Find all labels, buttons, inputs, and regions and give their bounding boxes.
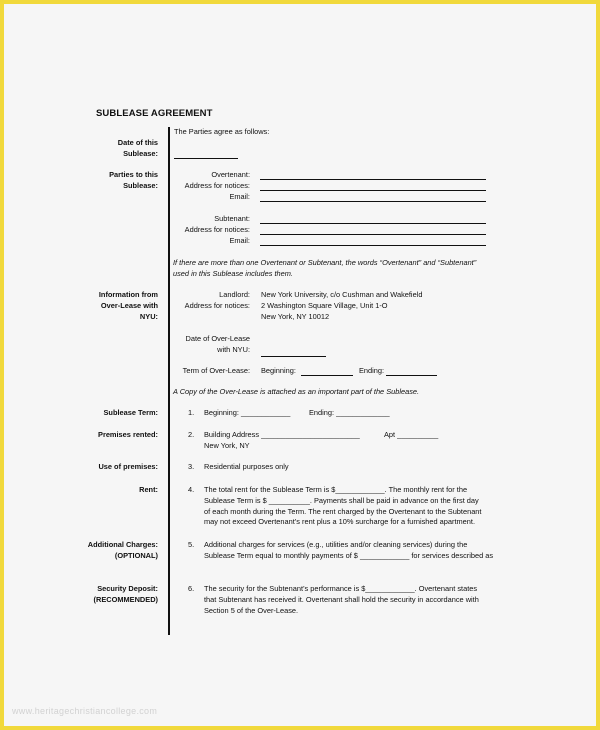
label-over-lease-info: Information from Over-Lease with NYU: (98, 290, 158, 321)
subtenant-email-blank[interactable] (260, 245, 486, 246)
over-lease-date-blank[interactable] (261, 356, 326, 357)
clause-3-text: Residential purposes only (204, 462, 289, 471)
subtenant-labels: Subtenant: Address for notices: Email: (184, 214, 250, 245)
label-additional-charges: Additional Charges: (OPTIONAL) (87, 540, 158, 560)
clause-1-beginning[interactable]: Beginning: ____________ (204, 408, 291, 417)
clause-2-apt[interactable]: Apt __________ (384, 430, 439, 439)
clause-4-number: 4. (188, 485, 195, 494)
vertical-divider (168, 127, 170, 635)
subtenant-address-blank[interactable] (260, 234, 486, 235)
clause-3-number: 3. (188, 462, 195, 471)
clause-5-number: 5. (188, 540, 195, 549)
label-rent: Rent: (139, 485, 158, 494)
clause-2-number: 2. (188, 430, 195, 439)
document-title: SUBLEASE AGREEMENT (96, 108, 213, 119)
clause-5-text: Additional charges for services (e.g., utilities and/or cleaning services) during the Sublease Term equal to monthly payments of $ ____________ for services described as (204, 540, 494, 560)
label-use: Use of premises: (98, 462, 158, 471)
over-lease-beginning-label: Beginning: (261, 366, 296, 375)
clause-6-number: 6. (188, 584, 195, 593)
overtenant-address-blank[interactable] (260, 190, 486, 191)
label-sublease-term: Sublease Term: (103, 408, 158, 417)
clause-2-building-address[interactable]: Building Address ________________________ (204, 430, 360, 439)
landlord-labels: Landlord: Address for notices: (184, 290, 250, 310)
overtenant-labels: Overtenant: Address for notices: Email: (184, 170, 250, 201)
multiple-parties-note: If there are more than one Overtenant or Subtenant, the words “Overtenant” and “Subtenant” used in this Sublease includes them. (173, 258, 477, 278)
landlord-details: New York University, c/o Cushman and Wakefield 2 Washington Square Village, Unit 1-O New York, NY 10012 (261, 290, 423, 321)
label-parties: Parties to this Sublease: (109, 170, 158, 190)
watermark-text: www.heritagechristiancollege.com (12, 706, 158, 716)
over-lease-date-label: Date of Over-Lease with NYU: (185, 334, 250, 354)
intro-text: The Parties agree as follows: (174, 127, 270, 136)
document-page (4, 4, 596, 726)
label-security-deposit: Security Deposit: (RECOMMENDED) (93, 584, 158, 604)
clause-1-ending[interactable]: Ending: _____________ (309, 408, 390, 417)
over-lease-beginning-blank[interactable] (301, 375, 353, 376)
over-lease-copy-note: A Copy of the Over-Lease is attached as an important part of the Sublease. (173, 387, 420, 396)
clause-2-city: New York, NY (204, 441, 250, 450)
clause-6-text: The security for the Subtenant’s performance is $____________. Overtenant states that Subtenant has received it. Overtenant shall hold the security in accordance with Section 5 of the Over-Lease. (204, 584, 479, 615)
date-blank[interactable] (174, 158, 238, 159)
clause-1-number: 1. (188, 408, 195, 417)
clause-4-text: The total rent for the Sublease Term is $____________. The monthly rent for the Sublease Term is $ __________. Payments shall be paid in advance on the first day of each month during the Term. The rent charged by the Overtenant to the Subtenant may not exceed Overtenant’s rent plus a 10% surcharge for a furnished apartment. (204, 485, 482, 527)
label-premises: Premises rented: (98, 430, 158, 439)
over-lease-ending-blank[interactable] (386, 375, 437, 376)
subtenant-name-blank[interactable] (260, 223, 486, 224)
over-lease-ending-label: Ending: (359, 366, 385, 375)
overtenant-name-blank[interactable] (260, 179, 486, 180)
overtenant-email-blank[interactable] (260, 201, 486, 202)
label-date-of-sublease: Date of this Sublease: (117, 138, 158, 158)
over-lease-term-label: Term of Over-Lease: (182, 366, 250, 375)
